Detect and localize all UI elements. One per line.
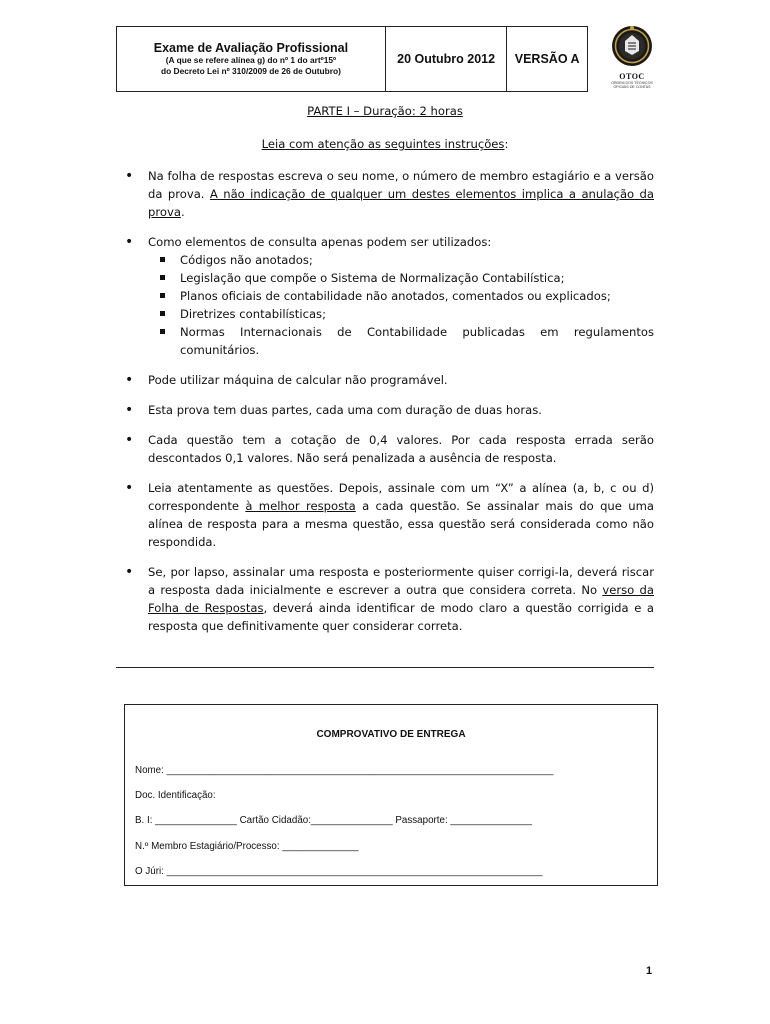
member-number-field: N.º Membro Estagiário/Processo: ______________ (135, 841, 359, 852)
id-numbers-field: B. I: _______________ Cartão Cidadão:_______________ Passaporte: _______________ (135, 815, 533, 826)
page-number: 1 (646, 965, 653, 977)
exam-version: VERSÃO A (514, 52, 580, 66)
sub-list-item: Normas Internacionais de Contabilidade publicadas em regulamentos comunitários. (148, 323, 654, 359)
exam-date: 20 Outubro 2012 (397, 52, 496, 66)
instructions-section (116, 102, 654, 647)
list-item: • Na folha de respostas escreva o seu nome, o número de membro estagiário e a versão da prova. A não indicação de qualquer um destes elementos implica a anulação da prova. (116, 167, 654, 221)
sub-list-item: Diretrizes contabilísticas; (148, 305, 654, 323)
list-item: • Leia atentamente as questões. Depois, assinale com um “X” a alínea (a, b, c ou d) correspondente à melhor resposta a cada questão. Se assinalar mais do que uma alínea de resposta para a mesma questão, essa questão será considerada como não respondida. (116, 479, 654, 551)
exam-subtitle-line1: (A que se refere alínea g) do nº 1 do artº15º (165, 55, 337, 65)
allowed-materials-list (148, 251, 654, 359)
receipt-title: COMPROVATIVO DE ENTREGA (316, 729, 466, 740)
jury-field: O Júri: _____________________________________________________________________ (135, 866, 543, 877)
instructions-title: Leia com atenção as seguintes instruções: (261, 137, 509, 151)
exam-version-cell (507, 27, 587, 91)
list-item: • Como elementos de consulta apenas podem ser utilizados: Códigos não anotados; Legislação que compõe o Sistema de Normalização Contabilística; Planos oficiais de contabilidade não anotados, comentados ou explicados; Diretrizes contabilísticas; Normas Internacionais de Contabilidade publicadas em regulamentos comunitários. (116, 233, 654, 359)
sub-list-item: Códigos não anotados; (148, 251, 654, 269)
name-field: Nome: _______________________________________________________________________ (135, 765, 554, 776)
logo-name: OTOC (619, 72, 645, 81)
delivery-receipt-box (124, 704, 658, 886)
section-divider (116, 667, 654, 668)
id-document-label: Doc. Identificação: (135, 790, 216, 801)
exam-date-cell (386, 27, 507, 91)
part-title: PARTE I – Duração: 2 horas (307, 104, 463, 118)
exam-subtitle-line2: do Decreto Lei nº 310/2009 de 26 de Outubro) (160, 66, 341, 76)
sub-list-item: Legislação que compõe o Sistema de Normalização Contabilística; (148, 269, 654, 287)
sub-list-item: Planos oficiais de contabilidade não anotados, comentados ou explicados; (148, 287, 654, 305)
list-item: • Cada questão tem a cotação de 0,4 valores. Por cada resposta errada serão descontados 0,1 valores. Não será penalizada a ausência de resposta. (116, 431, 654, 467)
exam-title-cell (117, 27, 386, 91)
exam-header-table (116, 26, 588, 92)
exam-title: Exame de Avaliação Profissional (153, 41, 349, 55)
instructions-list (116, 167, 654, 635)
list-item: • Pode utilizar máquina de calcular não programável. (116, 371, 654, 389)
list-item: • Esta prova tem duas partes, cada uma com duração de duas horas. (116, 401, 654, 419)
list-item: • Se, por lapso, assinalar uma resposta e posteriormente quiser corrigi-la, deverá riscar a resposta dada inicialmente e escrever a outra que considera correta. No verso da Folha de Respostas, deverá ainda identificar de modo claro a questão corrigida e a resposta que definitivamente quer considerar correta. (116, 563, 654, 635)
logo-subtitle: ORDEM DOS TÉCNICOS OFICIAIS DE CONTAS (611, 81, 653, 90)
